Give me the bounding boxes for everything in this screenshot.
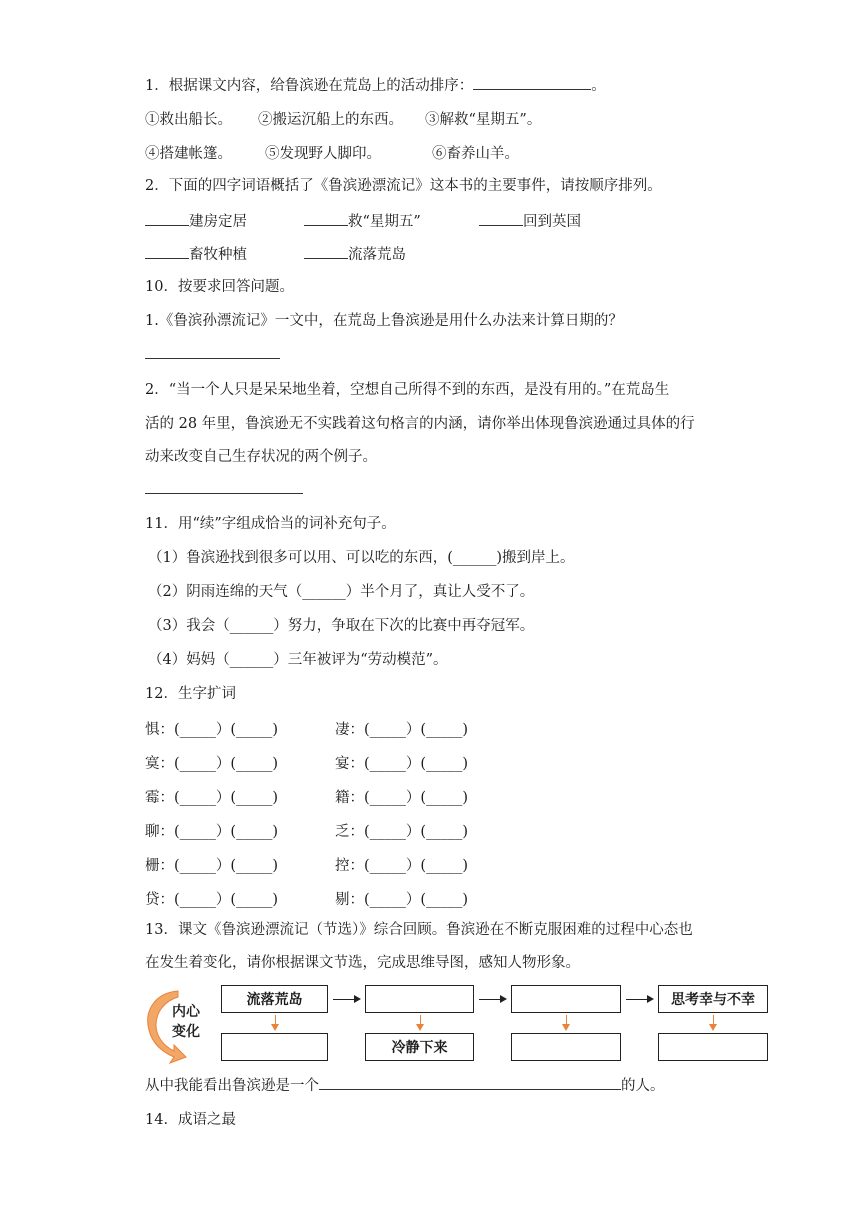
arrow-right-icon (626, 999, 652, 1000)
q11-item-2-pre: （2）阴雨连绵的天气（ (148, 584, 303, 600)
q12-char-label: 栅： (145, 858, 174, 874)
q11-item-4-pre: （4）妈妈（ (148, 652, 230, 668)
q1-option-5: ⑤发现野人脚印。 (265, 146, 381, 162)
q12-row-left (145, 752, 278, 773)
q2-item-1 (145, 210, 247, 231)
q14-title: 14．成语之最 (145, 1112, 236, 1128)
q1-stem-end: 。 (591, 78, 606, 94)
q11-title: 11．用“续”字组成恰当的词补充句子。 (145, 516, 396, 532)
q12-row-left (145, 854, 278, 875)
mind-map-bottom-box-1[interactable] (221, 1033, 328, 1061)
q1-option-4: ④搭建帐篷。 (145, 146, 232, 162)
q2-stem: 2．下面的四字词语概括了《鲁滨逊漂流记》这本书的主要事件，请按顺序排列。 (145, 178, 662, 194)
q2-item-5 (304, 243, 406, 264)
q12-char-label: 宴： (335, 756, 364, 772)
q12-char-label: 乏： (335, 824, 364, 840)
q11-item-1-post: )搬到岸上。 (496, 550, 575, 566)
q11-item-3 (148, 616, 534, 636)
q2-item-2 (304, 210, 421, 231)
q10-sub2-line1: 2．“当一个人只是呆呆地坐着，空想自己所得不到的东西，是没有用的。”在荒岛生 (145, 382, 670, 398)
q12-row-right (335, 718, 468, 739)
q12-row-right (335, 888, 468, 909)
q10-sub1: 1.《鲁滨孙漂流记》一文中，在荒岛上鲁滨逊是用什么办法来计算日期的？ (145, 313, 623, 329)
q1-stem (145, 75, 606, 96)
q12-char-label: 贷： (145, 892, 174, 908)
q13-line2: 在发生着变化，请你根据课文节选，完成思维导图，感知人物形象。 (145, 955, 580, 971)
mind-map-bottom-box-3[interactable] (511, 1033, 621, 1061)
q10-sub2-line3: 动来改变自己生存状况的两个例子。 (145, 449, 377, 465)
q2-item-5-text: 流落荒岛 (348, 247, 406, 263)
arrow-down-icon (566, 1015, 567, 1029)
q2-item-2-text: 救“星期五” (348, 214, 421, 230)
q13-line1: 13．课文《鲁滨逊漂流记（节选）》综合回顾。鲁滨逊在不断克服困难的过程中心态也 (145, 922, 693, 938)
q12-blank-pair[interactable]: (_____）(_____) (364, 892, 468, 908)
q2-blank-2[interactable] (304, 211, 348, 226)
q12-char-label: 寞： (145, 756, 174, 772)
mind-map-top-box-3[interactable] (511, 985, 621, 1013)
q12-char-label: 惧： (145, 722, 174, 738)
q1-option-2: ②搬运沉船上的东西。 (258, 112, 403, 128)
q2-blank-4[interactable] (145, 244, 189, 259)
q11-item-1-pre: （1）鲁滨逊找到很多可以用、可以吃的东西，( (148, 550, 453, 566)
q2-blank-1[interactable] (145, 211, 189, 226)
q12-row-left (145, 786, 278, 807)
q12-blank-pair[interactable]: (_____）(_____) (364, 858, 468, 874)
q2-item-4 (145, 243, 247, 264)
q1-option-1: ①救出船长。 (145, 112, 232, 128)
q1-option-3: ③解救“星期五”。 (425, 112, 542, 128)
q12-row-right (335, 854, 468, 875)
arrow-down-icon (275, 1015, 276, 1029)
q12-char-label: 霉： (145, 790, 174, 806)
q1-stem-text: 1．根据课文内容，给鲁滨逊在荒岛上的活动排序： (145, 78, 474, 94)
q2-item-4-text: 畜牧种植 (189, 247, 247, 263)
q12-char-label: 控： (335, 858, 364, 874)
q11-item-2-blank[interactable]: ______ (302, 584, 346, 600)
q12-blank-pair[interactable]: (_____）(_____) (364, 756, 468, 772)
q12-row-right (335, 752, 468, 773)
q12-blank-pair[interactable]: (_____）(_____) (364, 790, 468, 806)
q12-char-label: 剔： (335, 892, 364, 908)
mind-map-top-box-4: 思考幸与不幸 (658, 985, 768, 1013)
q12-blank-pair[interactable]: (_____）(_____) (174, 824, 278, 840)
q13-conclusion-blank[interactable] (319, 1075, 621, 1090)
q11-item-1 (148, 548, 575, 568)
q12-blank-pair[interactable]: (_____）(_____) (174, 892, 278, 908)
q10-title: 10．按要求回答问题。 (145, 279, 294, 295)
q13-conclusion (145, 1075, 665, 1096)
mind-map-side-label-1: 内心 (172, 1004, 200, 1020)
q12-row-left (145, 820, 278, 841)
q1-answer-blank[interactable] (473, 75, 591, 90)
q10-sub2-line2: 活的 28 年里，鲁滨逊无不实践着这句格言的内涵，请你举出体现鲁滨逊通过具体的行 (145, 416, 695, 432)
q12-row-right (335, 786, 468, 807)
mind-map-top-box-1: 流落荒岛 (221, 985, 328, 1013)
q11-item-3-blank[interactable]: ______ (229, 618, 274, 634)
arrow-down-icon (420, 1015, 421, 1029)
q11-item-3-post: ）努力，争取在下次的比赛中再夺冠军。 (273, 618, 535, 634)
q12-blank-pair[interactable]: (_____）(_____) (174, 858, 278, 874)
q12-blank-pair[interactable]: (_____）(_____) (174, 756, 278, 772)
q2-blank-5[interactable] (304, 244, 348, 259)
q13-conclusion-pre: 从中我能看出鲁滨逊是一个 (145, 1078, 319, 1094)
q11-item-4 (148, 650, 448, 670)
q13-conclusion-post: 的人。 (621, 1078, 665, 1094)
q11-item-2 (148, 582, 534, 602)
mind-map-top-box-2[interactable] (365, 985, 474, 1013)
q12-row-right (335, 820, 468, 841)
q10-sub2-answer-line[interactable] (145, 493, 303, 494)
mind-map-side-label-2: 变化 (172, 1024, 200, 1040)
q2-blank-3[interactable] (479, 211, 523, 226)
q11-item-4-blank[interactable]: ______ (229, 652, 274, 668)
q11-item-2-post: ）半个月了，真让人受不了。 (345, 584, 535, 600)
mind-map-bottom-box-2: 冷静下来 (365, 1033, 474, 1061)
q12-blank-pair[interactable]: (_____）(_____) (174, 722, 278, 738)
q12-blank-pair[interactable]: (_____）(_____) (364, 824, 468, 840)
q12-char-label: 凄： (335, 722, 364, 738)
arrow-down-icon (713, 1015, 714, 1029)
arrow-right-icon (479, 999, 505, 1000)
q2-item-3-text: 回到英国 (523, 214, 581, 230)
arrow-right-icon (333, 999, 359, 1000)
q11-item-1-blank[interactable]: ______ (452, 550, 497, 566)
q11-item-4-post: ）三年被评为“劳动模范”。 (273, 652, 448, 668)
q1-option-6: ⑥畜养山羊。 (432, 146, 519, 162)
q12-char-label: 聊： (145, 824, 174, 840)
q2-item-3 (479, 210, 581, 231)
q12-blank-pair[interactable]: (_____）(_____) (364, 722, 468, 738)
q12-row-left (145, 888, 278, 909)
mind-map-bottom-box-4[interactable] (658, 1033, 768, 1061)
q12-blank-pair[interactable]: (_____）(_____) (174, 790, 278, 806)
q10-sub1-answer-line[interactable] (145, 358, 280, 359)
q12-title: 12．生字扩词 (145, 686, 236, 702)
q11-item-3-pre: （3）我会（ (148, 618, 230, 634)
q12-char-label: 籍： (335, 790, 364, 806)
q12-row-left (145, 718, 278, 739)
q2-item-1-text: 建房定居 (189, 214, 247, 230)
